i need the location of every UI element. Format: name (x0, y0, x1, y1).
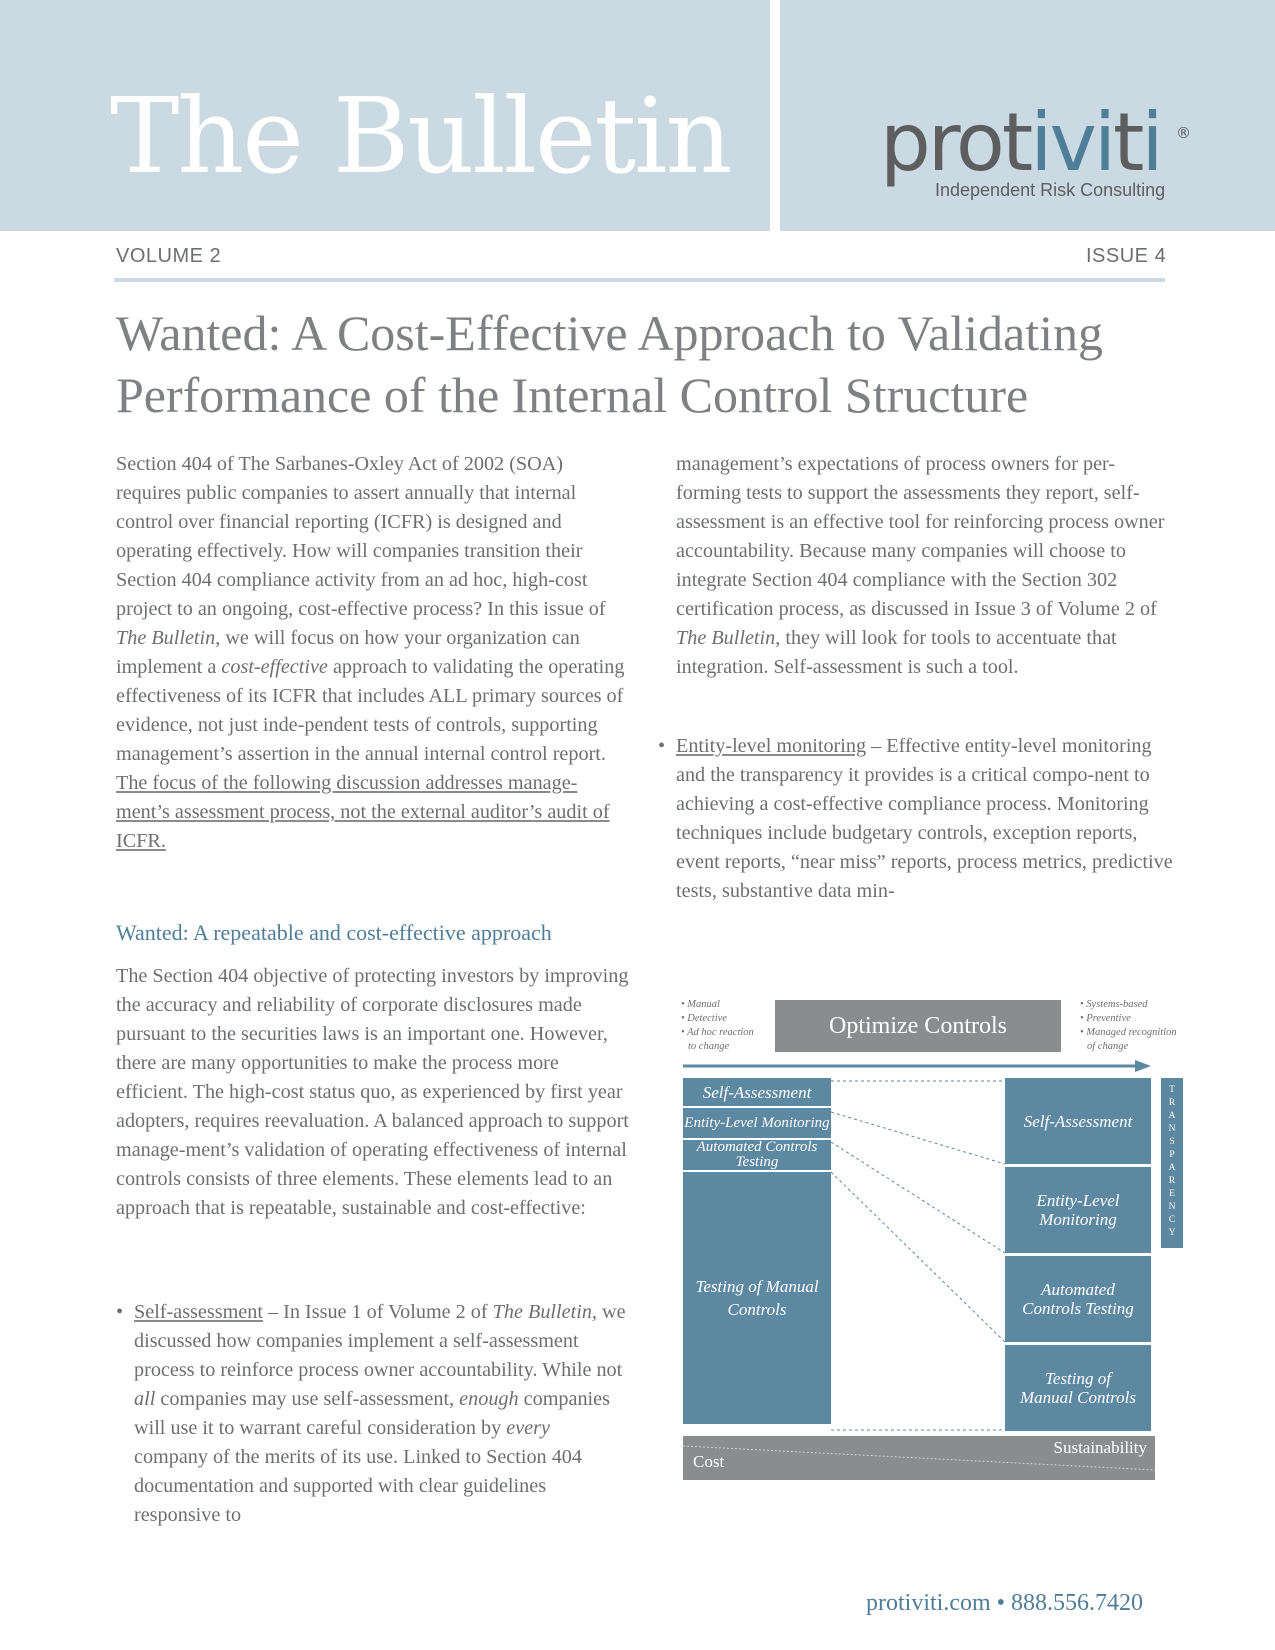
left-block-entity-level-monitoring: Entity-Level Monitoring (683, 1108, 831, 1138)
newsletter-title: The Bulletin (110, 75, 731, 197)
section-subheading: Wanted: A repeatable and cost-effective approach (116, 920, 552, 945)
self-assessment-term: Self-assessment (134, 1301, 263, 1323)
right-notes: • Systems-based • Preventive • Managed recognition of change (1080, 999, 1177, 1052)
headline-line-1: Wanted: A Cost-Effective Approach to Validating (116, 305, 1103, 361)
left-block-automated-controls-testing: Automated Controls Testing (683, 1140, 831, 1170)
sustainability-label: Sustainability (1053, 1438, 1147, 1457)
cost-label: Cost (693, 1452, 725, 1471)
volume-label: VOLUME 2 (116, 245, 222, 267)
right-block-automated-controls-testing: Automated Controls Testing (1005, 1256, 1151, 1342)
left-notes: • Manual • Detective • Ad hoc reaction to change (681, 999, 754, 1052)
column2-paragraph: management’s expectations of process owners for per-forming tests to support the assessments they report, self-assessment is an effective tool for reinforcing process owner accountability. Because many companies will choose to integrate Section 404 compliance with the Section 302 certification process, as discussed in Issue 3 of Volume 2 of The Bulletin, they will look for tools to accentuate that integration. Self-assessment is such a tool. (676, 453, 1165, 678)
intro-paragraph: Section 404 of The Sarbanes-Oxley Act of 2002 (SOA) requires public companies to assert annually that internal control over financial reporting (ICFR) is designed and operating effectively. How will companies transition their Section 404 compliance activity from an ad hoc, high-cost project to an ongoing, cost-effective process? In this issue of The Bulletin, we will focus on how your organization can implement a cost-effective approach to validating the operating effectiveness of its ICFR that includes ALL primary sources of evidence, not just inde-pendent tests of controls, supporting management’s assertion in the annual internal control report. The focus of the following discussion addresses manage-ment’s assessment process, not the external auditor’s audit of ICFR. (116, 453, 625, 852)
headline-line-2: Performance of the Internal Control Structure (116, 367, 1029, 423)
bullet-entity-level-monitoring: • Entity-level monitoring – Effective entity-level monitoring and the transparency it provides is a critical compo-nent to achieving a cost-effective compliance process. Monitoring techniques include budgetary controls, exception reports, event reports, “near miss” reports, process metrics, predictive tests, substantive data min- (658, 732, 1178, 906)
body-paragraph: The Section 404 objective of protecting investors by improving the accuracy and reliability of corporate disclosures made pursuant to the securities laws is an important one. However, there are many opportunities to make the process more efficient. The high-cost status quo, as experienced by first year adopters, requires reevaluation. A balanced approach to support manage-ment’s validation of operating effectiveness of internal controls consists of three elements. These elements lead to an approach that is repeatable, sustainable and cost-effective: (116, 965, 629, 1219)
entity-level-monitoring-term: Entity-level monitoring (676, 735, 867, 757)
right-block-self-assessment: Self-Assessment (1005, 1078, 1151, 1164)
footer-contact[interactable]: protiviti.com • 888.556.7420 (866, 1590, 1144, 1616)
article-headline (116, 302, 1196, 426)
bullet-self-assessment: • Self-assessment – In Issue 1 of Volume 2 of The Bulletin, we discussed how companies implement a self-assessment process to reinforce process owner accountability. While not all companies may use self-assessment, enough companies will use it to warrant careful consideration by every company of the merits of its use. Linked to Section 404 documentation and supported with clear guidelines responsive to (116, 1298, 626, 1530)
cost-sustainability-bar (683, 1436, 1155, 1480)
left-block-self-assessment: Self-Assessment (683, 1078, 831, 1106)
transparency-bar: T R A N S P A R E N C Y (1161, 1078, 1183, 1248)
left-block-testing-manual-controls: Testing of Manual Controls (683, 1172, 831, 1424)
scope-note: The focus of the following discussion addresses manage-ment’s assessment process, not the external auditor’s audit of ICFR. (116, 772, 610, 852)
connector-2 (831, 1112, 1005, 1164)
issue-label: ISSUE 4 (1086, 245, 1167, 267)
protiviti-logo[interactable]: protiviti (880, 96, 1161, 189)
optimize-controls-label: Optimize Controls (775, 1000, 1061, 1052)
registered-mark: ® (1176, 124, 1191, 142)
header-divider (114, 278, 1165, 282)
optimize-controls-diagram (675, 992, 1195, 1492)
bullet-marker: • (116, 1301, 124, 1323)
bullet-marker: • (658, 735, 666, 757)
direction-arrow-head (1135, 1060, 1151, 1072)
right-block-testing-manual-controls: Testing of Manual Controls (1005, 1345, 1151, 1431)
logo-tagline: Independent Risk Consulting (935, 180, 1166, 200)
right-block-entity-level-monitoring: Entity-Level Monitoring (1005, 1167, 1151, 1253)
